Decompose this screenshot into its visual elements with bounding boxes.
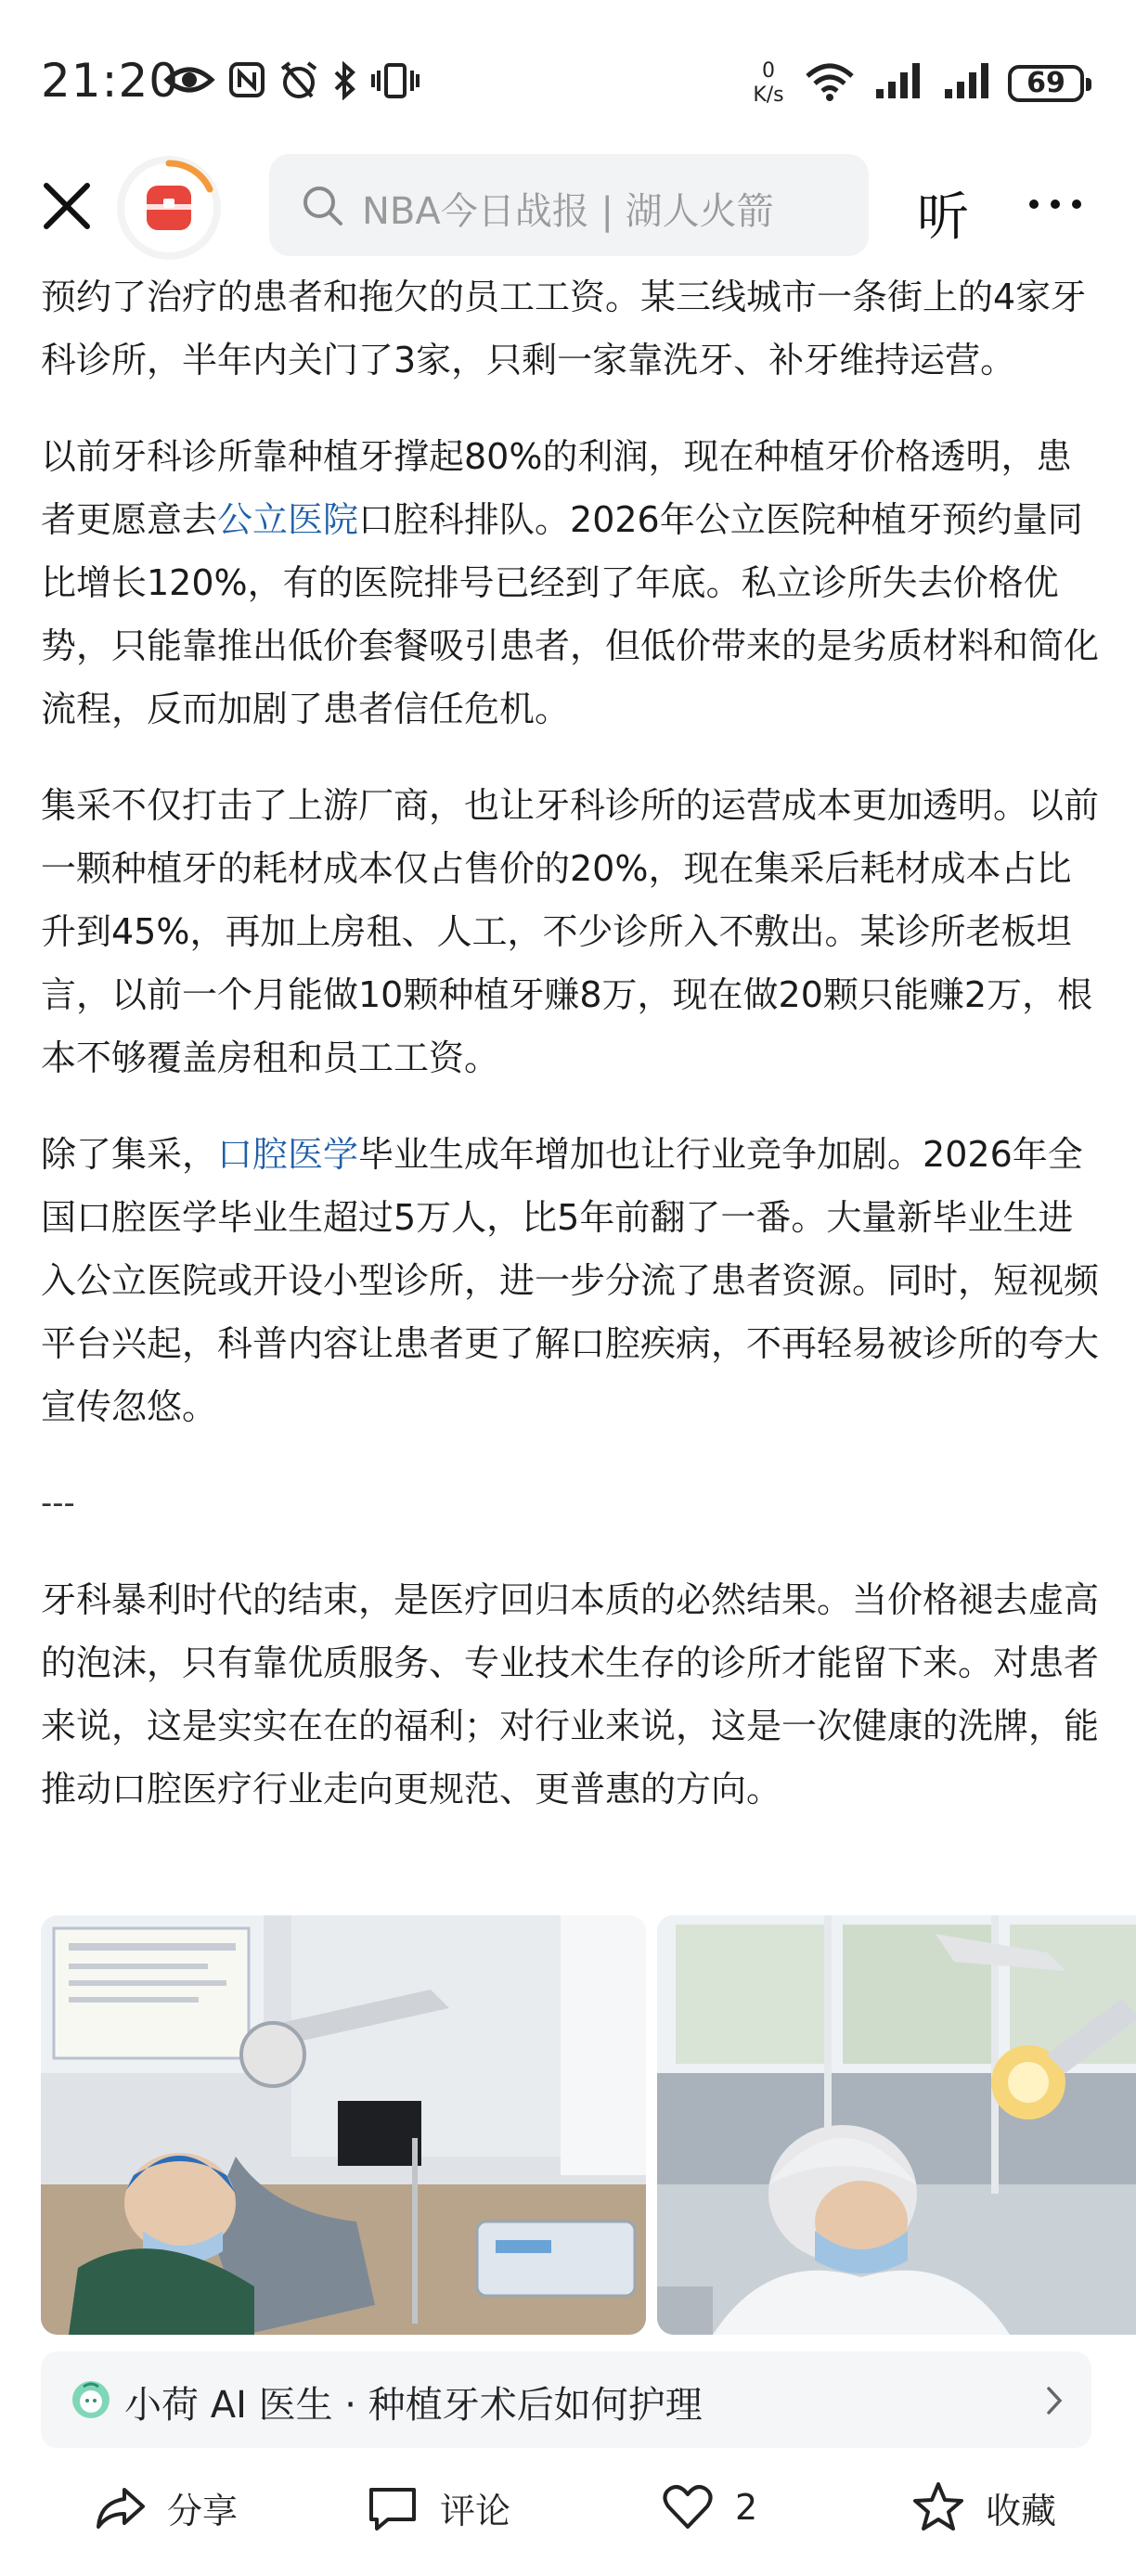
ai-doctor-card[interactable]: [41, 2351, 1091, 2448]
network-speed: [748, 59, 789, 108]
network-speed-value: 0: [762, 59, 775, 83]
article-paragraph: [41, 425, 1099, 741]
section-separator: ---: [41, 1485, 75, 1522]
comment-icon: [366, 2480, 420, 2534]
link-stomatology[interactable]: 口腔医学: [217, 1134, 359, 1175]
wifi-icon: [804, 61, 856, 102]
article-paragraph: 牙科暴利时代的结束，是医疗回归本质的必然结果。当价格褪去虚高的泡沫，只有靠优质服务、专业技术生存的诊所才能留下来。对患者来说，这是实实在在的福利；对行业来说，这是一次健康的洗牌，能推动口腔医疗行业走向更规范、更普惠的方向。: [41, 1579, 1100, 1810]
share-label: 分享: [167, 2490, 239, 2531]
article-paragraph: 预约了治疗的患者和拖欠的员工工资。某三线城市一条街上的4家牙科诊所，半年内关门了3家，只剩一家靠洗牙、补牙维持运营。: [41, 277, 1087, 380]
dentist-photo[interactable]: [657, 1915, 1136, 2335]
signal-icon: [943, 61, 993, 100]
dental-clinic-photo[interactable]: [41, 1915, 646, 2335]
star-icon: [911, 2480, 965, 2534]
bluetooth-icon: [332, 61, 358, 100]
app-logo-icon: [117, 156, 221, 260]
ai-doctor-text: 小荷 AI 医生 · 种植牙术后如何护理: [124, 2384, 703, 2427]
search-input[interactable]: [269, 154, 869, 256]
dental-clinic-photo-image: [41, 1915, 646, 2335]
article-paragraph: [41, 1123, 1099, 1438]
alarm-off-icon: [278, 61, 319, 100]
comment-label: 评论: [440, 2490, 511, 2531]
share-button[interactable]: [93, 2479, 238, 2535]
dentist-photo-image: [657, 1915, 1136, 2335]
eye-icon: [163, 61, 215, 98]
nfc-icon: [228, 61, 265, 98]
favorite-label: 收藏: [986, 2490, 1057, 2531]
article-paragraph: 集采不仅打击了上游厂商，也让牙科诊所的运营成本更加透明。以前一颗种植牙的耗材成本仅占售价的20%，现在集采后耗材成本占比升到45%，再加上房租、人工，不少诊所入不敷出。某诊所老板坦言，以前一个月能做10颗种植牙赚8万，现在做20颗只能赚2万，根本不够覆盖房租和员工工资。: [41, 785, 1100, 1078]
favorite-button[interactable]: [911, 2479, 1056, 2535]
like-button[interactable]: [661, 2479, 757, 2535]
ai-doctor-icon: [71, 2379, 111, 2420]
paragraph-text: 毕业生成年增加也让行业竞争加剧。2026年全国口腔医学毕业生超过5万人，比5年前翻了一番。大量新毕业生进入公立医院或开设小型诊所，进一步分流了患者资源。同时，短视频平台兴起，科普内容让患者更了解口腔疾病，不再轻易被诊所的夸大宣传忽悠。: [41, 1134, 1100, 1427]
article-body: [41, 265, 1099, 1854]
signal-icon: [874, 61, 924, 100]
more-icon[interactable]: [1026, 197, 1084, 212]
top-nav: [0, 148, 1136, 265]
status-bar: [0, 0, 1136, 148]
search-placeholder: NBA今日战报 | 湖人火箭: [362, 190, 774, 233]
listen-button[interactable]: 听: [917, 187, 969, 248]
chevron-right-icon: [1045, 2385, 1064, 2416]
like-count: 2: [735, 2487, 758, 2528]
bottom-action-bar: [0, 2459, 1136, 2576]
share-icon: [93, 2480, 147, 2534]
comment-button[interactable]: [366, 2479, 510, 2535]
battery-indicator: 69: [1008, 65, 1084, 102]
close-icon[interactable]: [37, 176, 97, 236]
paragraph-text: 除了集采，: [41, 1134, 218, 1175]
heart-icon: [661, 2480, 715, 2534]
link-public-hospital[interactable]: 公立医院: [217, 499, 359, 540]
network-speed-unit: K/s: [753, 84, 784, 107]
status-time: 21:20: [41, 54, 180, 108]
article-images: [41, 1915, 1136, 2335]
search-icon: [301, 184, 343, 226]
paragraph-text: 以前牙科诊所靠种植牙撑起80%的利润，现在种植牙价格透明，患者更愿意去: [41, 436, 1072, 540]
vibrate-icon: [371, 61, 420, 100]
app-logo[interactable]: [117, 156, 221, 260]
paragraph-text: 口腔科排队。2026年公立医院种植牙预约量同比增长120%，有的医院排号已经到了年底。私立诊所失去价格优势，只能靠推出低价套餐吸引患者，但低价带来的是劣质材料和简化流程，反而加剧了患者信任危机。: [41, 499, 1100, 729]
